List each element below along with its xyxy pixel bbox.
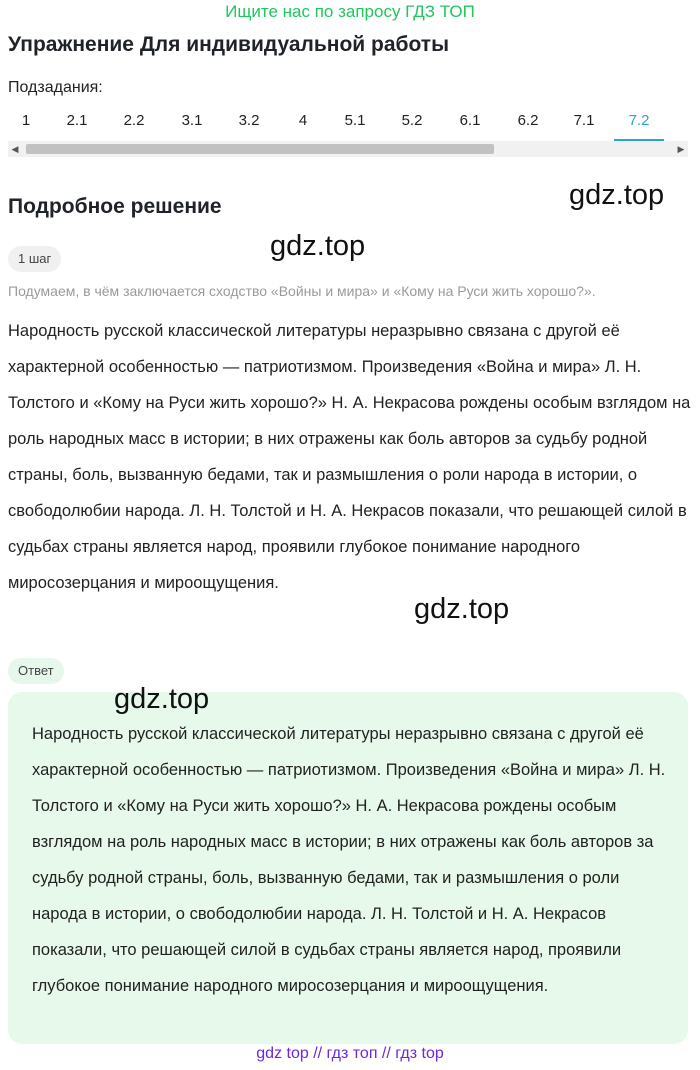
- tab-7-1[interactable]: 7.1: [573, 112, 595, 129]
- tab-4[interactable]: 4: [298, 112, 308, 129]
- exercise-title: Упражнение Для индивидуальной работы: [8, 33, 450, 56]
- tabs-scrollbar[interactable]: [8, 141, 688, 157]
- tab-6-1[interactable]: 6.1: [459, 112, 481, 129]
- tab-7-2[interactable]: 7.2: [614, 109, 664, 141]
- tab-2-1[interactable]: 2.1: [66, 112, 88, 129]
- answer-text: Народность русской классической литературы неразрывно связана с другой её характерной особенностью — патриотизмом. Произведения «Война и мира» Л. Н. Толстого и «Кому на Руси жить хорошо?» Н. А. Некрасова рождены особым взглядом на роль народных масс в истории; в них отражены как боль авторов за судьбу родной страны, боль, вызванную бедами, так и размышления о роли народа в истории, о свободолюбии народа. Л. Н. Толстой и Н. А. Некрасов показали, что решающей силой в судьбах страны является народ, проявили глубокое понимание народного миросозерцания и мироощущения.: [32, 725, 666, 995]
- answer-badge: Ответ: [8, 658, 64, 684]
- tab-5-2[interactable]: 5.2: [401, 112, 423, 129]
- watermark: gdz.top: [114, 683, 210, 715]
- scroll-right-icon[interactable]: ▶: [677, 144, 685, 154]
- tab-5-1[interactable]: 5.1: [344, 112, 366, 129]
- subtasks-label: Подзадания:: [8, 79, 103, 96]
- tab-2-2[interactable]: 2.2: [123, 112, 145, 129]
- tab-1[interactable]: 1: [21, 112, 31, 129]
- tab-3-2[interactable]: 3.2: [238, 112, 260, 129]
- promo-banner[interactable]: Ищите нас по запросу ГДЗ ТОП: [225, 2, 475, 21]
- step-badge: 1 шаг: [8, 246, 61, 272]
- answer-box: [8, 692, 688, 1044]
- watermark: gdz.top: [270, 230, 366, 262]
- section-title: Подробное решение: [8, 195, 222, 218]
- step-hint: Подумаем, в чём заключается сходство «Войны и мира» и «Кому на Руси жить хорошо?».: [8, 283, 596, 299]
- tab-6-2[interactable]: 6.2: [517, 112, 539, 129]
- scroll-left-icon[interactable]: ◀: [11, 144, 19, 154]
- scroll-thumb[interactable]: [26, 144, 494, 154]
- subtask-tabs: [0, 109, 700, 141]
- watermark: gdz.top: [569, 179, 665, 211]
- solution-text: Народность русской классической литературы неразрывно связана с другой её характерной особенностью — патриотизмом. Произведения «Война и мира» Л. Н. Толстого и «Кому на Руси жить хорошо?» Н. А. Некрасова рождены особым взглядом на роль народных масс в истории; в них отражены как боль авторов за судьбу родной страны, боль, вызванную бедами, так и размышления о роли народа в истории, о свободолюбии народа. Л. Н. Толстой и Н. А. Некрасов показали, что решающей силой в судьбах страны является народ, проявили глубокое понимание народного миросозерцания и мироощущения.: [8, 322, 691, 592]
- footer-links[interactable]: gdz top // гдз топ // гдз top: [256, 1045, 444, 1062]
- tab-3-1[interactable]: 3.1: [181, 112, 203, 129]
- watermark: gdz.top: [414, 593, 510, 625]
